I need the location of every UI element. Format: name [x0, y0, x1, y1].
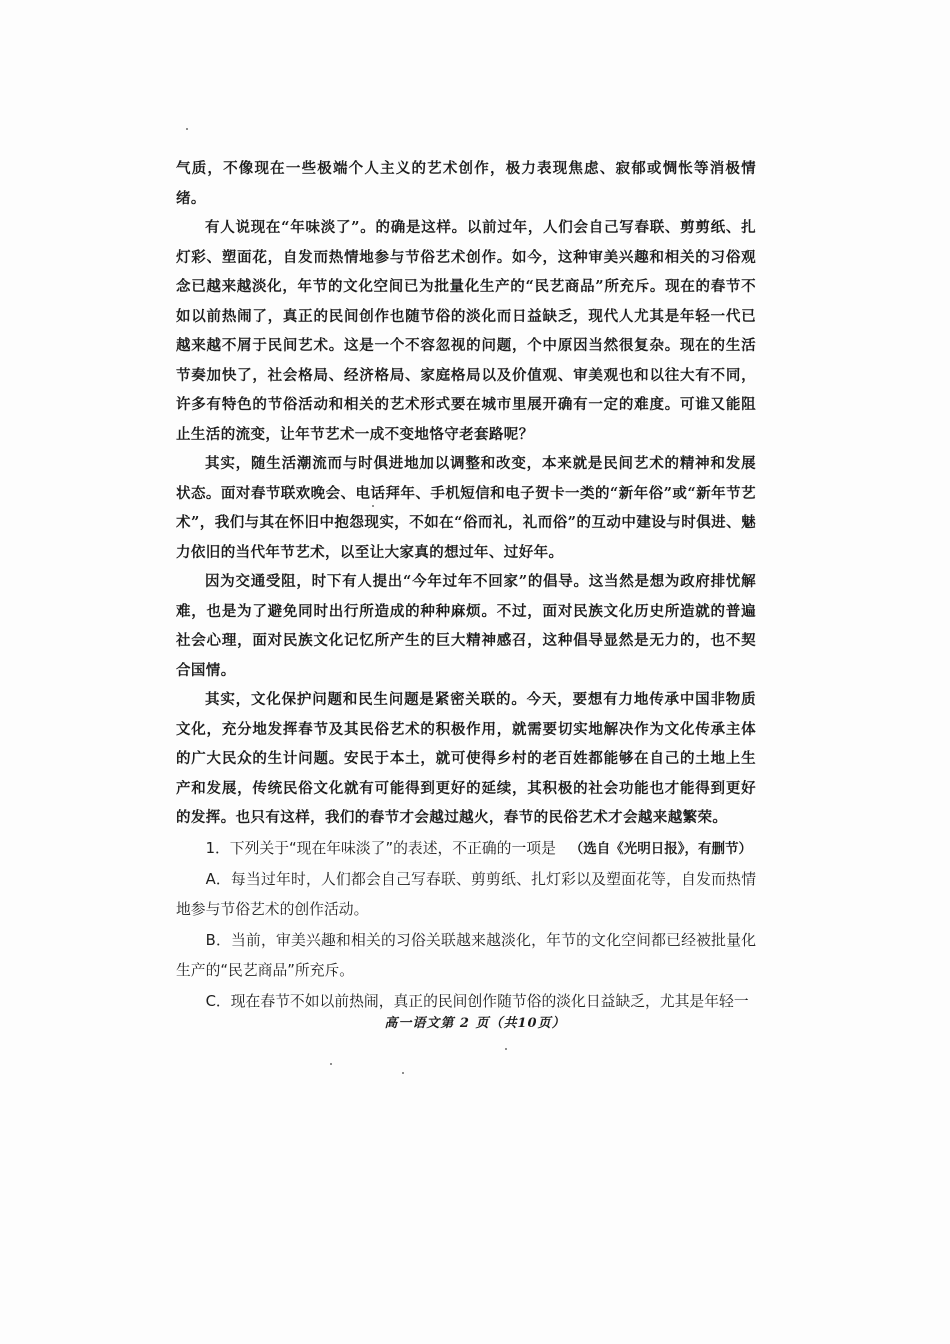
passage-paragraph-2: 其实，随生活潮流而与时俱进地加以调整和改变，本来就是民间艺术的精神和发展状态。面对春节联欢晚会、电话拜年、手机短信和电子贺卡一类的“新年俗”或“新年节艺术”，我们与其在怀旧中抱怨现实，不如在“俗而礼，礼而俗”的互动中建设与时俱进、魅力依旧的当代年节艺术，以至让大家真的想过年、过好年。 — [176, 455, 756, 561]
passage-source: （选自《光明日报》，有删节） — [569, 840, 752, 857]
question-1-option-b: B．当前，审美兴趣和相关的习俗关联越来越淡化，年节的文化空间都已经被批量化生产的“民艺商品”所充斥。 — [176, 931, 756, 979]
passage-paragraph-1: 有人说现在“年味淡了”。的确是这样。以前过年，人们会自己写春联、剪剪纸、扎灯彩、塑面花，自发而热情地参与节俗艺术创作。如今，这种审美兴趣和相关的习俗观念已越来越淡化，年节的文化空间已为批量化生产的“民艺商品”所充斥。现在的春节不如以前热闹了，真正的民间创作也随节俗的淡化而日益缺乏，现代人尤其是年轻一代已越来越不屑于民间艺术。这是一个不容忽视的问题，个中原因当然很复杂。现在的生活节奏加快了，社会格局、经济格局、家庭格局以及价值观、审美观也和以往大有不同，许多有特色的节俗活动和相关的艺术形式要在城市里展开确有一定的难度。可谁又能阻止生活的流变，让年节艺术一成不变地恪守老套路呢？ — [176, 219, 756, 443]
question-1-option-a: A．每当过年时，人们都会自己写春联、剪剪纸、扎灯彩以及塑面花等，自发而热情地参与节俗艺术的创作活动。 — [176, 870, 756, 918]
scan-speck — [402, 1072, 404, 1074]
reading-passage — [176, 154, 756, 863]
scan-speck — [186, 128, 188, 130]
scan-speck — [505, 1048, 507, 1050]
question-1-stem: 1．下列关于“现在年味淡了”的表述，不正确的一项是 — [205, 840, 556, 857]
passage-paragraph-3: 因为交通受阻，时下有人提出“今年过年不回家”的倡导。这当然是想为政府排忧解难，也是为了避免同时出行所造成的种种麻烦。不过，面对民族文化历史所造就的普遍社会心理，面对民族文化记忆所产生的巨大精神感召，这种倡导显然是无力的，也不契合国情。 — [176, 573, 756, 679]
passage-paragraph-4: 其实，文化保护问题和民生问题是紧密关联的。今天，要想有力地传承中国非物质文化，充分地发挥春节及其民俗艺术的积极作用，就需要切实地解决作为文化传承主体的广大民众的生计问题。安民于本土，就可使得乡村的老百姓都能够在自己的土地上生产和发展，传统民俗文化就有可能得到更好的延续，其积极的社会功能也才能得到更好的发挥。也只有这样，我们的春节才会越过越火，春节的民俗艺术才会越来越繁荣。 — [176, 691, 756, 826]
question-section — [176, 834, 756, 1017]
question-1-option-c: C．现在春节不如以前热闹，真正的民间创作随节俗的淡化日益缺乏，尤其是年轻一 — [205, 992, 749, 1010]
page-footer: 高一语文第 2 页（共10页） — [384, 1016, 566, 1031]
passage-paragraph-continued: 气质，不像现在一些极端个人主义的艺术创作，极力表现焦虑、寂郁或惆怅等消极情绪。 — [176, 160, 756, 207]
scan-speck — [330, 1063, 332, 1065]
scan-speck — [372, 505, 374, 507]
